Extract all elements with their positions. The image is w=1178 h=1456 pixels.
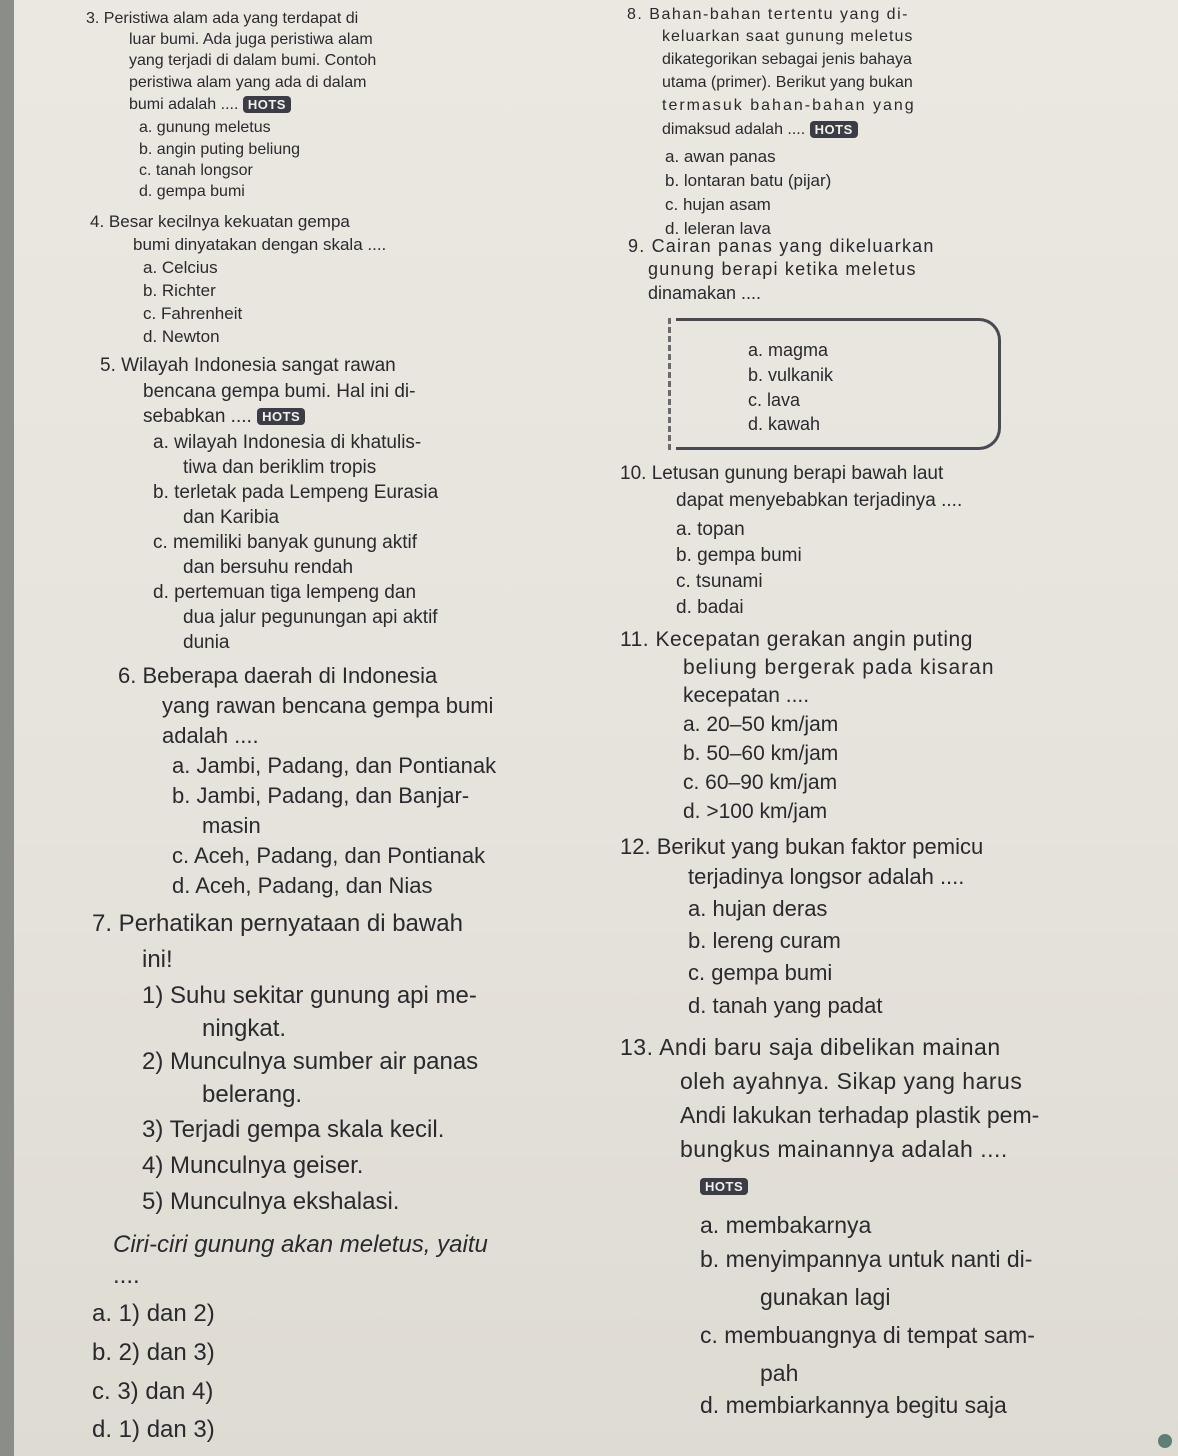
q13-hots-line xyxy=(700,1176,748,1196)
q8-line-text: dimaksud adalah .... xyxy=(662,121,806,138)
q9-option-d[interactable]: d. kawah xyxy=(748,414,821,434)
q10-option-b[interactable]: b. gempa bumi xyxy=(676,545,802,566)
q7-statement: 1) Suhu sekitar gunung api me- xyxy=(142,982,477,1009)
q3-line: luar bumi. Ada juga peristiwa alam xyxy=(129,31,373,48)
q7-statement-cont: belerang. xyxy=(202,1081,303,1108)
q6-option-a[interactable]: a. Jambi, Padang, dan Pontianak xyxy=(172,753,497,778)
q9-line: 9. Cairan panas yang dikeluarkan xyxy=(628,236,935,256)
q7-option-d[interactable]: d. 1) dan 3) xyxy=(92,1416,215,1443)
q5-option-b-cont: dan Karibia xyxy=(183,507,280,528)
q5-line: 5. Wilayah Indonesia sangat rawan xyxy=(100,355,396,376)
q13-option-a[interactable]: a. membakarnya xyxy=(700,1212,872,1238)
q7-ask-cont: .... xyxy=(113,1262,140,1289)
page-binding-edge xyxy=(0,0,14,1456)
q7-ask: Ciri-ciri gunung akan meletus, yaitu xyxy=(113,1231,488,1258)
q5-line-last xyxy=(143,406,305,428)
q8-line: dikategorikan sebagai jenis bahaya xyxy=(662,51,912,68)
q10-option-a[interactable]: a. topan xyxy=(676,519,745,540)
q5-option-a[interactable]: a. wilayah Indonesia di khatulis- xyxy=(153,432,422,453)
q13-line: 13. Andi baru saja dibelikan mainan xyxy=(620,1034,1001,1060)
q10-line: 10. Letusan gunung berapi bawah laut xyxy=(620,463,944,484)
q9-option-b[interactable]: b. vulkanik xyxy=(748,365,834,385)
q3-option-d[interactable]: d. gempa bumi xyxy=(139,183,245,200)
q8-line-last xyxy=(662,121,858,139)
q5-option-d-cont: dua jalur pegunungan api aktif xyxy=(183,607,438,628)
hots-badge: HOTS xyxy=(243,96,291,113)
q12-option-a[interactable]: a. hujan deras xyxy=(688,896,828,921)
q4-option-b[interactable]: b. Richter xyxy=(143,281,216,300)
q8-line: 8. Bahan-bahan tertentu yang di- xyxy=(627,6,909,23)
q8-option-c[interactable]: c. hujan asam xyxy=(665,195,771,214)
q7-statement: 4) Munculnya geiser. xyxy=(142,1152,364,1179)
q7-line: ini! xyxy=(142,946,173,973)
q13-line: oleh ayahnya. Sikap yang harus xyxy=(680,1068,1023,1094)
q8-line: keluarkan saat gunung meletus xyxy=(662,28,914,45)
q11-line: 11. Kecepatan gerakan angin puting xyxy=(620,628,973,651)
q3-option-c[interactable]: c. tanah longsor xyxy=(139,162,253,179)
q4-line: 4. Besar kecilnya kekuatan gempa xyxy=(90,212,350,231)
q5-option-a-cont: tiwa dan beriklim tropis xyxy=(183,457,377,478)
q9-line: gunung berapi ketika meletus xyxy=(648,259,917,279)
q3-line-last xyxy=(129,96,291,114)
q13-option-c[interactable]: c. membuangnya di tempat sam- xyxy=(700,1322,1035,1348)
q7-line: 7. Perhatikan pernyataan di bawah xyxy=(92,910,463,937)
q3-option-b[interactable]: b. angin puting beliung xyxy=(139,141,301,158)
q4-option-c[interactable]: c. Fahrenheit xyxy=(143,304,243,323)
q7-statement: 5) Munculnya ekshalasi. xyxy=(142,1188,400,1215)
q5-option-b[interactable]: b. terletak pada Lempeng Eurasia xyxy=(153,482,439,503)
q7-option-b[interactable]: b. 2) dan 3) xyxy=(92,1339,215,1366)
q5-option-c-cont: dan bersuhu rendah xyxy=(183,557,354,578)
q5-option-d-cont: dunia xyxy=(183,632,230,653)
q7-statement-cont: ningkat. xyxy=(202,1015,287,1042)
q11-line: kecepatan .... xyxy=(683,684,810,707)
q4-option-a[interactable]: a. Celcius xyxy=(143,258,218,277)
q6-option-b-cont: masin xyxy=(202,813,261,838)
q10-option-d[interactable]: d. badai xyxy=(676,597,744,618)
q12-line: terjadinya longsor adalah .... xyxy=(688,864,965,889)
hots-badge: HOTS xyxy=(257,408,305,425)
hots-badge: HOTS xyxy=(700,1178,748,1195)
q6-option-c[interactable]: c. Aceh, Padang, dan Pontianak xyxy=(172,843,486,868)
q12-option-c[interactable]: c. gempa bumi xyxy=(688,960,833,985)
q11-option-a[interactable]: a. 20–50 km/jam xyxy=(683,713,839,736)
q5-line-text: sebabkan .... xyxy=(143,406,252,427)
q4-option-d[interactable]: d. Newton xyxy=(143,327,220,346)
q12-option-d[interactable]: d. tanah yang padat xyxy=(688,993,883,1018)
q11-option-c[interactable]: c. 60–90 km/jam xyxy=(683,771,838,794)
q7-option-c[interactable]: c. 3) dan 4) xyxy=(92,1378,214,1405)
q8-line: termasuk bahan-bahan yang xyxy=(662,97,916,114)
q3-line: peristiwa alam yang ada di dalam xyxy=(129,74,367,91)
q3-option-a[interactable]: a. gunung meletus xyxy=(139,119,271,136)
q9-line: dinamakan .... xyxy=(648,283,762,303)
q12-option-b[interactable]: b. lereng curam xyxy=(688,928,841,953)
q8-line: utama (primer). Berikut yang bukan xyxy=(662,74,913,91)
q12-line: 12. Berikut yang bukan faktor pemicu xyxy=(620,834,984,859)
q5-line: bencana gempa bumi. Hal ini di- xyxy=(143,381,416,402)
q11-option-d[interactable]: d. >100 km/jam xyxy=(683,800,828,823)
q13-option-b[interactable]: b. menyimpannya untuk nanti di- xyxy=(700,1246,1033,1272)
q9-option-a[interactable]: a. magma xyxy=(748,340,829,360)
q10-option-c[interactable]: c. tsunami xyxy=(676,571,763,592)
q5-option-d[interactable]: d. pertemuan tiga lempeng dan xyxy=(153,582,417,603)
q6-option-d[interactable]: d. Aceh, Padang, dan Nias xyxy=(172,873,433,898)
q9-options-frame xyxy=(676,318,1001,450)
q11-line: beliung bergerak pada kisaran xyxy=(683,656,995,679)
q5-option-c[interactable]: c. memiliki banyak gunung aktif xyxy=(153,532,418,553)
q7-statement: 2) Munculnya sumber air panas xyxy=(142,1048,479,1075)
q6-line: 6. Beberapa daerah di Indonesia xyxy=(118,663,438,688)
q3-line-text: bumi adalah .... xyxy=(129,96,239,113)
q8-option-a[interactable]: a. awan panas xyxy=(665,147,776,166)
q3-line: yang terjadi di dalam bumi. Contoh xyxy=(129,52,377,69)
q6-line: adalah .... xyxy=(162,723,259,748)
q8-option-d[interactable]: d. leleran lava xyxy=(665,219,771,238)
q13-option-b-cont: gunakan lagi xyxy=(760,1284,891,1310)
q10-line: dapat menyebabkan terjadinya .... xyxy=(676,490,963,511)
q13-option-c-cont: pah xyxy=(760,1360,799,1386)
q3-line: 3. Peristiwa alam ada yang terdapat di xyxy=(86,10,359,27)
q9-option-c[interactable]: c. lava xyxy=(748,390,801,410)
q4-line: bumi dinyatakan dengan skala .... xyxy=(133,235,387,254)
q6-line: yang rawan bencana gempa bumi xyxy=(162,693,494,718)
q7-statement: 3) Terjadi gempa skala kecil. xyxy=(142,1116,445,1143)
q13-option-d[interactable]: d. membiarkannya begitu saja xyxy=(700,1392,1007,1418)
q7-option-a[interactable]: a. 1) dan 2) xyxy=(92,1300,215,1327)
q13-line: bungkus mainannya adalah .... xyxy=(680,1136,1008,1162)
q8-option-b[interactable]: b. lontaran batu (pijar) xyxy=(665,171,832,190)
q13-line: Andi lakukan terhadap plastik pem- xyxy=(680,1102,1040,1128)
q6-option-b[interactable]: b. Jambi, Padang, dan Banjar- xyxy=(172,783,470,808)
corner-mark xyxy=(1158,1434,1172,1448)
q11-option-b[interactable]: b. 50–60 km/jam xyxy=(683,742,839,765)
hots-badge: HOTS xyxy=(810,121,858,138)
